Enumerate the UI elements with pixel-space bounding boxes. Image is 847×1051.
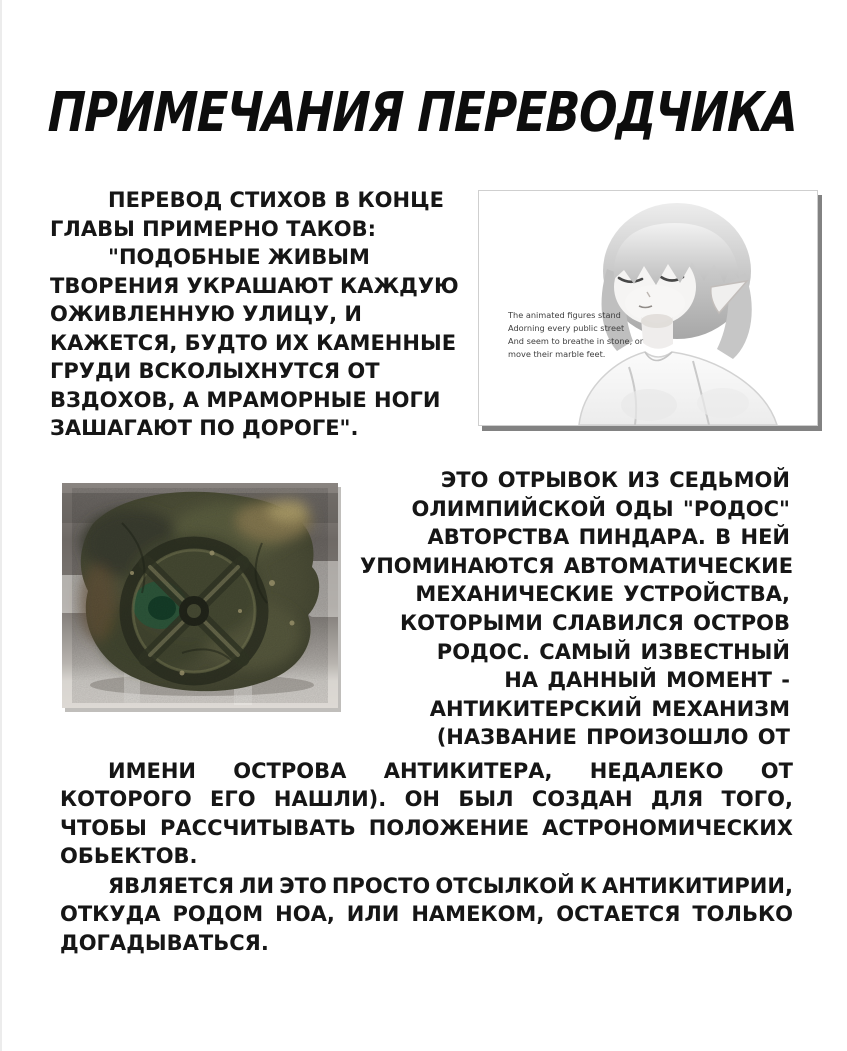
text-line: ОТКУДА РОДОМ НОА, ИЛИ НАМЕКОМ, ОСТАЕТСЯ ТОЛЬКО [60,902,793,927]
text-line: ЯВЛЯЕТСЯ ЛИ ЭТО ПРОСТО ОТСЫЛКОЙ К АНТИКИТИРИИ, [108,874,793,898]
text-line: ТВОРЕНИЯ УКРАШАЮТ КАЖДУЮ [50,273,459,298]
text-line: ГЛАВЫ ПРИМЕРНО ТАКОВ: [50,216,377,241]
note-middle-right-paragraph [360,466,794,752]
text-line: ПЕРЕВОД СТИХОВ В КОНЦЕ [108,188,444,212]
text-line: ВЗДОХОВ, А МРАМОРНЫЕ НОГИ [50,387,441,412]
note-top-paragraph [50,186,464,443]
text-line: КОТОРОГО ЕГО НАШЛИ). ОН БЫЛ СОЗДАН ДЛЯ ТОГО, [60,787,793,812]
poem-line: The animated figures stand [508,310,621,320]
text-line: ДОГАДЫВАТЬСЯ. [60,930,269,955]
note-middle-full-paragraph [60,757,793,871]
elf-girl-sketch [479,191,817,425]
text-line: ГРУДИ ВСКОЛЫХНУТСЯ ОТ [50,359,380,383]
elf-girl-illustration [478,190,818,426]
text-line: КАЖЕТСЯ, БУДТО ИХ КАМЕННЫЕ [50,330,457,355]
blouse [579,352,777,425]
text-line: ИМЕНИ ОСТРОВА АНТИКИТЕРА, НЕДАЛЕКО ОТ [108,759,793,783]
text-line: АВТОРСТВА ПИНДАРА. В НЕЙ [427,525,790,550]
poem-line: move their marble feet. [508,349,606,359]
page-title: ПРИМЕЧАНИЯ ПЕРЕВОДЧИКА [47,80,799,145]
antikythera-mechanism [62,483,338,708]
text-line: АНТИКИТЕРСКИЙ МЕХАНИЗМ [429,696,790,721]
text-line: МЕХАНИЧЕСКИЕ УСТРОЙСТВА, [415,582,790,607]
text-line: РОДОС. САМЫЙ ИЗВЕСТНЫЙ [436,639,790,664]
text-line: НА ДАННЫЙ МОМЕНТ - [504,668,790,693]
poem-line: Adorning every public street [508,323,625,333]
text-line: (НАЗВАНИЕ ПРОИЗОШЛО ОТ [436,725,790,750]
text-line: ОЛИМПИЙСКОЙ ОДЫ "РОДОС" [411,496,790,521]
antikythera-photo [62,483,338,708]
text-line: КОТОРЫМИ СЛАВИЛСЯ ОСТРОВ [400,610,790,635]
poem-line: And seem to breathe in stone, or [508,336,644,346]
note-bottom-paragraph [60,872,793,957]
text-line: ОБЬЕКТОВ. [60,844,198,869]
text-line: ОЖИВЛЕННУЮ УЛИЦУ, И [50,302,362,326]
text-line: ЧТОБЫ РАССЧИТЫВАТЬ ПОЛОЖЕНИЕ АСТРОНОМИЧЕСКИХ [60,815,793,840]
scan-edge [0,0,2,1051]
text-line: УПОМИНАЮТСЯ АВТОМАТИЧЕСКИЕ [360,553,794,578]
text-line: "ПОДОБНЫЕ ЖИВЫМ [108,245,370,269]
text-line: ЗАШАГАЮТ ПО ДОРОГЕ". [50,416,359,440]
text-line: ЭТО ОТРЫВОК ИЗ СЕДЬМОЙ [440,468,790,492]
artifact-fragment [72,488,328,703]
